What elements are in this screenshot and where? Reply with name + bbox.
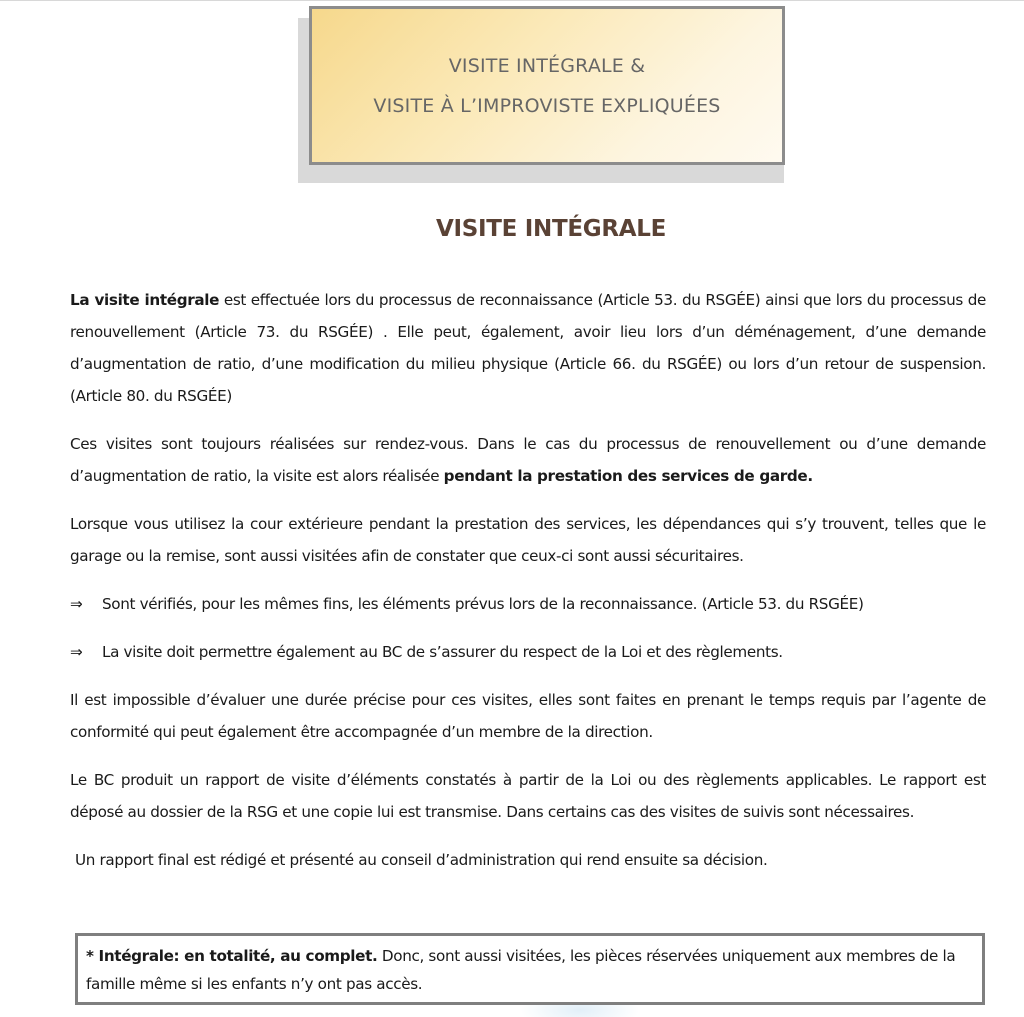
definition-note-box [75,933,985,1005]
paragraph-intro [70,284,986,412]
bullet-item-1-text: Sont vérifiés, pour les mêmes fins, les éléments prévus lors de la reconnaissance. (Article 53. du RSGÉE) [102,595,864,613]
paragraph-report: Le BC produit un rapport de visite d’éléments constatés à partir de la Loi ou des règlements applicables. Le rapport est déposé au dossier de la RSG et une copie lui est transmise. Dans certains cas des visites de suivis sont nécessaires. [70,771,986,821]
title-line-2: VISITE À L’IMPROVISTE EXPLIQUÉES [373,94,721,117]
title-box [309,6,785,165]
bullet-item-2 [70,636,986,668]
bullet-item-2-text: La visite doit permettre également au BC de s’assurer du respect de la Loi et des règlements. [102,643,783,661]
note-bold: * Intégrale: en totalité, au complet. [86,947,378,965]
section-heading: VISITE INTÉGRALE [435,216,667,242]
arrow-icon: ⇒ [70,643,83,661]
bullet-item-1 [70,588,986,620]
arrow-icon: ⇒ [70,595,83,613]
title-line-1: VISITE INTÉGRALE & [448,54,646,77]
paragraph-appointments-text: Ces visites sont toujours réalisées sur rendez-vous. Dans le cas du processus de renouvellement ou d’une demande d’augmentation de ratio, la visite est alors réalisée [70,435,986,485]
paragraph-final-report: Un rapport final est rédigé et présenté au conseil d’administration qui rend ensuite sa décision. [75,851,768,869]
paragraph-intro-text: est effectuée lors du processus de reconnaissance (Article 53. du RSGÉE) ainsi que lors du processus de renouvellement (Article 73. du RSGÉE) . Elle peut, également, avoir lieu lors d’un déménagement, d’une demande d’augmentation de ratio, d’une modification du milieu physique (Article 66. du RSGÉE) ou lors d’un retour de suspension. (Article 80. du RSGÉE) [70,291,986,405]
paragraph-outdoor: Lorsque vous utilisez la cour extérieure pendant la prestation des services, les dépendances qui s’y trouvent, telles que le garage ou la remise, sont aussi visitées afin de constater que ceux-ci sont aussi sécuritaires. [70,515,986,565]
top-border-line [0,0,1024,1]
paragraph-duration: Il est impossible d’évaluer une durée précise pour ces visites, elles sont faites en prenant le temps requis par l’agente de conformité qui peut également être accompagnée d’un membre de la direction. [70,691,986,741]
paragraph-appointments [70,428,986,492]
note-text: Donc, sont aussi visitées, les pièces réservées uniquement aux membres de la famille même si les enfants n’y ont pas accès. [86,947,956,993]
paragraph-intro-bold: La visite intégrale [70,291,220,309]
document-body [70,284,986,892]
paragraph-appointments-bold: pendant la prestation des services de garde. [443,467,813,485]
